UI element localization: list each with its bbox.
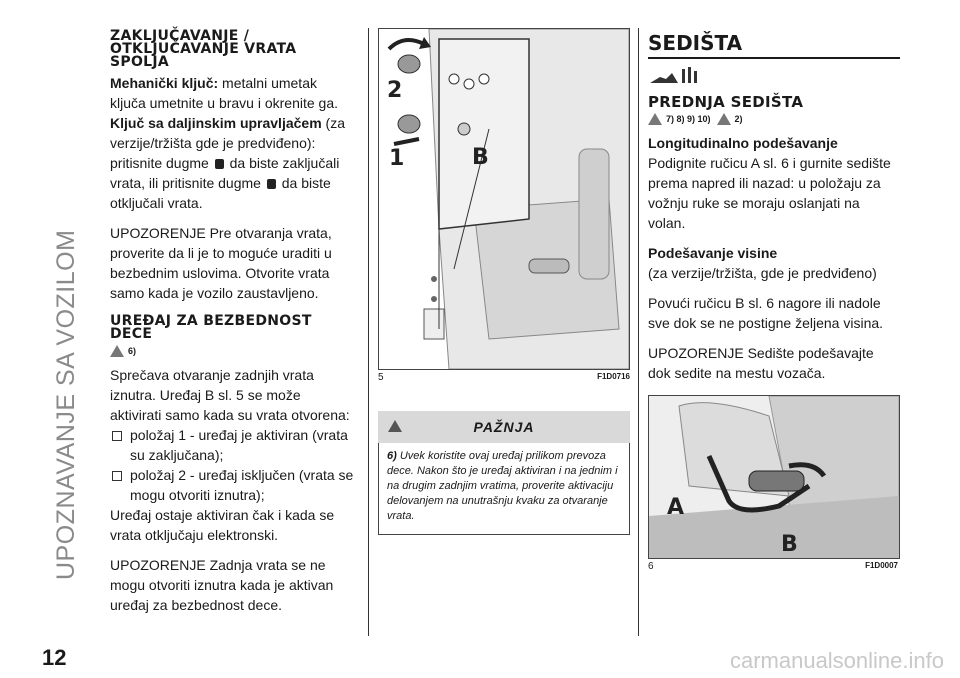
- page-number: 12: [42, 645, 67, 670]
- caution-note: [378, 443, 630, 535]
- reference-row: [648, 113, 900, 125]
- note-text: Uvek koristite ovaj uređaj prilikom prevoza dece. Nakon što je uređaj aktiviran i na jednim i na drugim zadnjim vratima, proverite aktivaciju delovanjem na unutrašnju kvaku za otvaranje vrata.: [387, 450, 618, 522]
- height-label: [648, 243, 900, 263]
- section-title: SEDIŠTA: [648, 31, 743, 55]
- column-divider: [638, 28, 639, 636]
- longitudinal-title: Longitudinalno podešavanje: [648, 135, 838, 151]
- figure-number: 6: [648, 561, 654, 572]
- height-subtitle: (za verzije/tržišta, gde je predviđeno): [648, 265, 877, 281]
- figure-label-1: 1: [389, 146, 405, 171]
- figure-5-caption: [378, 372, 630, 383]
- figure-6-caption: [648, 561, 898, 572]
- figure-number: 5: [378, 372, 384, 383]
- section-rule: [648, 57, 900, 59]
- warning-triangle-icon: [388, 420, 402, 432]
- remote-key-paragraph: [110, 113, 355, 213]
- mech-key-text: metalni umetak ključa umetnite u bravu i okrenite ga.: [110, 75, 339, 111]
- warning-triangle-icon: [110, 345, 124, 357]
- watermark: carmanualsonline.info: [729, 648, 944, 673]
- column-2: [378, 28, 630, 535]
- remote-key-text: da biste zaključali vrata, ili pritisnite dugme: [110, 155, 340, 191]
- mech-key-paragraph: [110, 73, 355, 113]
- remote-key-text: da biste otključali vrata.: [110, 175, 331, 211]
- caution-title: PAŽNJA: [473, 419, 535, 435]
- list-item: [110, 465, 355, 505]
- warning-paragraph: UPOZORENJE Pre otvaranja vrata, proverite da li je to moguće uraditi u bezbednim uslovima. Otvorite vrata samo kada je vozilo zaustavljeno.: [110, 225, 332, 301]
- figure-5: [378, 28, 630, 370]
- checkbox-bullet-icon: [112, 431, 122, 441]
- warning-triangle-icon: [717, 113, 731, 125]
- figure-6: [648, 395, 900, 559]
- unlock-icon: [267, 179, 276, 189]
- warning-triangle-icon: [648, 113, 662, 125]
- column-divider: [368, 28, 369, 636]
- seat-lever-illustration: [649, 396, 899, 558]
- reference-numbers: 2): [734, 114, 743, 124]
- child-safety-text: Sprečava otvaranje zadnjih vrata iznutra. Uređaj B sl. 5 se može aktivirati samo kada su vrata otvorena:: [110, 367, 350, 423]
- list-item: [110, 425, 355, 465]
- remote-key-label: Ključ sa daljinskim upravljačem: [110, 115, 322, 131]
- caution-box-header: [378, 411, 630, 443]
- warning-paragraph: UPOZORENJE Sedište podešavajte dok sedite na mestu vozača.: [648, 345, 874, 381]
- longitudinal-text: Podignite ručicu A sl. 6 i gurnite sedište prema napred ili nazad: u položaju za vožnju ruke se moraju oslanjati na volan.: [648, 155, 891, 231]
- lock-icon: [215, 159, 224, 169]
- child-safety-heading: UREĐAJ ZA BEZBEDNOST DECE: [110, 313, 312, 342]
- figure-label-a: A: [667, 495, 685, 520]
- height-title: Podešavanje visine: [648, 245, 778, 261]
- door-lock-illustration: [379, 29, 629, 369]
- front-seats-heading: PREDNJA SEDIŠTA: [648, 93, 804, 111]
- seat-adjust-icon: [648, 65, 698, 87]
- figure-label-b: B: [781, 532, 798, 557]
- note-reference: 6): [387, 450, 397, 462]
- chapter-title: UPOZNAVANJE SA VOZILOM: [52, 229, 80, 580]
- reference-number: 6): [128, 346, 137, 356]
- locking-heading: ZAKLJUČAVANJE / OTKLJUČAVANJE VRATA SPOLJA: [110, 28, 297, 70]
- figure-code: F1D0716: [597, 372, 630, 381]
- column-3: [648, 28, 900, 572]
- after-bullets-text: Uređaj ostaje aktiviran čak i kada se vrata otključaju elektronski.: [110, 507, 335, 543]
- warning-paragraph: UPOZORENJE Zadnja vrata se ne mogu otvoriti iznutra kada je aktivan uređaj za bezbednost dece.: [110, 557, 334, 613]
- sidebar: [52, 20, 92, 580]
- mech-key-label: Mehanički ključ:: [110, 75, 219, 91]
- checkbox-bullet-icon: [112, 471, 122, 481]
- remote-key-text: (za verzije/tržišta gde je predviđeno): pritisnite dugme: [110, 115, 345, 171]
- column-1: [110, 28, 355, 615]
- longitudinal-label: [648, 133, 900, 153]
- figure-code: F1D0007: [865, 561, 898, 570]
- figure-label-b: B: [472, 145, 489, 170]
- height-text: Povući ručicu B sl. 6 nagore ili nadole sve dok se ne postigne željena visina.: [648, 295, 884, 331]
- reference-row: [110, 345, 355, 357]
- list-item-text: položaj 1 - uređaj je aktiviran (vrata su zaključana);: [130, 427, 348, 463]
- reference-numbers: 7) 8) 9) 10): [666, 114, 711, 124]
- figure-label-2: 2: [387, 78, 403, 103]
- list-item-text: položaj 2 - uređaj isključen (vrata se mogu otvoriti iznutra);: [130, 467, 354, 503]
